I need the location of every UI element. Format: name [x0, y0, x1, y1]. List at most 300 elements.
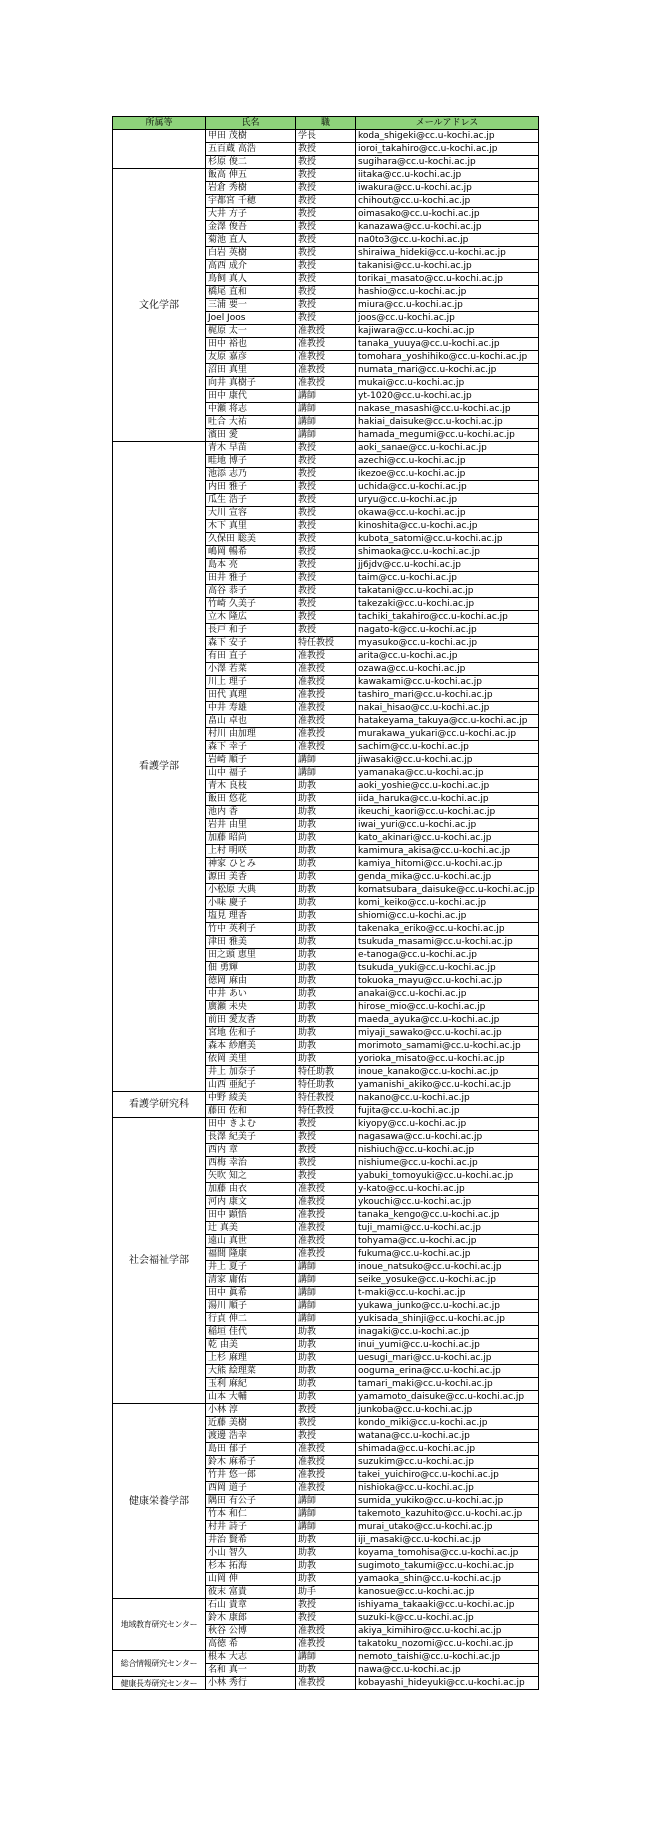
- email-cell: numata_mari@cc.u-kochi.ac.jp: [356, 364, 539, 377]
- title-cell: 教授: [296, 299, 356, 312]
- name-cell: 向井 真樹子: [206, 377, 296, 390]
- name-cell: 加藤 由衣: [206, 1183, 296, 1196]
- table-row: [113, 169, 539, 182]
- name-cell: 三浦 要一: [206, 299, 296, 312]
- title-cell: 准教授: [296, 702, 356, 715]
- title-cell: 准教授: [296, 663, 356, 676]
- name-cell: 五百蔵 高浩: [206, 143, 296, 156]
- email-cell: joos@cc.u-kochi.ac.jp: [356, 312, 539, 325]
- email-cell: nakai_hisao@cc.u-kochi.ac.jp: [356, 702, 539, 715]
- header-title: 職: [296, 117, 356, 130]
- name-cell: 高西 成介: [206, 260, 296, 273]
- title-cell: 助教: [296, 1014, 356, 1027]
- name-cell: 宇都宮 千穂: [206, 195, 296, 208]
- title-cell: 教授: [296, 1430, 356, 1443]
- title-cell: 助教: [296, 793, 356, 806]
- name-cell: 川上 理子: [206, 676, 296, 689]
- email-cell: kamiya_hitomi@cc.u-kochi.ac.jp: [356, 858, 539, 871]
- email-cell: komi_keiko@cc.u-kochi.ac.jp: [356, 897, 539, 910]
- title-cell: 講師: [296, 1651, 356, 1664]
- email-cell: uchida@cc.u-kochi.ac.jp: [356, 481, 539, 494]
- table-row: [113, 1677, 539, 1690]
- name-cell: 飯高 伸五: [206, 169, 296, 182]
- title-cell: 特任助教: [296, 1066, 356, 1079]
- name-cell: 白岩 英樹: [206, 247, 296, 260]
- name-cell: 島本 亮: [206, 559, 296, 572]
- email-cell: yabuki_tomoyuki@cc.u-kochi.ac.jp: [356, 1170, 539, 1183]
- name-cell: 稲垣 佳代: [206, 1326, 296, 1339]
- title-cell: 教授: [296, 260, 356, 273]
- name-cell: 山岡 伸: [206, 1573, 296, 1586]
- email-cell: takanisi@cc.u-kochi.ac.jp: [356, 260, 539, 273]
- department-cell: 地域教育研究センター: [113, 1599, 206, 1651]
- title-cell: 講師: [296, 1274, 356, 1287]
- email-cell: watana@cc.u-kochi.ac.jp: [356, 1430, 539, 1443]
- email-cell: suzuki-k@cc.u-kochi.ac.jp: [356, 1612, 539, 1625]
- name-cell: 竹本 和仁: [206, 1508, 296, 1521]
- title-cell: 教授: [296, 546, 356, 559]
- title-cell: 助教: [296, 936, 356, 949]
- name-cell: 高谷 恭子: [206, 585, 296, 598]
- table-row: [113, 1599, 539, 1612]
- name-cell: 清家 庸佑: [206, 1274, 296, 1287]
- name-cell: 石山 貴章: [206, 1599, 296, 1612]
- name-cell: Joel Joos: [206, 312, 296, 325]
- title-cell: 助教: [296, 1053, 356, 1066]
- title-cell: 助教: [296, 1560, 356, 1573]
- email-cell: kondo_miki@cc.u-kochi.ac.jp: [356, 1417, 539, 1430]
- email-cell: iitaka@cc.u-kochi.ac.jp: [356, 169, 539, 182]
- email-cell: yukisada_shinji@cc.u-kochi.ac.jp: [356, 1313, 539, 1326]
- email-cell: sugihara@cc.u-kochi.ac.jp: [356, 156, 539, 169]
- title-cell: 助手: [296, 1586, 356, 1599]
- name-cell: 岩崎 順子: [206, 754, 296, 767]
- email-cell: nakase_masashi@cc.u-kochi.ac.jp: [356, 403, 539, 416]
- title-cell: 助教: [296, 923, 356, 936]
- name-cell: 竹井 悠一郎: [206, 1469, 296, 1482]
- title-cell: 教授: [296, 143, 356, 156]
- name-cell: 友原 嘉彦: [206, 351, 296, 364]
- staff-directory-table: [112, 116, 539, 1690]
- table-row: [113, 1118, 539, 1131]
- title-cell: 助教: [296, 1547, 356, 1560]
- email-cell: mukai@cc.u-kochi.ac.jp: [356, 377, 539, 390]
- title-cell: 教授: [296, 442, 356, 455]
- name-cell: 西内 章: [206, 1144, 296, 1157]
- name-cell: 杉本 拓海: [206, 1560, 296, 1573]
- email-cell: hakiai_daisuke@cc.u-kochi.ac.jp: [356, 416, 539, 429]
- name-cell: 立木 隆広: [206, 611, 296, 624]
- department-cell: 健康栄養学部: [113, 1404, 206, 1599]
- name-cell: 乾 由美: [206, 1339, 296, 1352]
- title-cell: 講師: [296, 754, 356, 767]
- name-cell: 玉利 麻紀: [206, 1378, 296, 1391]
- table-row: [113, 1404, 539, 1417]
- name-cell: 森本 紗磨美: [206, 1040, 296, 1053]
- name-cell: 飯田 悠花: [206, 793, 296, 806]
- title-cell: 助教: [296, 1391, 356, 1404]
- title-cell: 准教授: [296, 1222, 356, 1235]
- email-cell: tohyama@cc.u-kochi.ac.jp: [356, 1235, 539, 1248]
- email-cell: kinoshita@cc.u-kochi.ac.jp: [356, 520, 539, 533]
- title-cell: 准教授: [296, 364, 356, 377]
- name-cell: 岩井 由里: [206, 819, 296, 832]
- title-cell: 准教授: [296, 676, 356, 689]
- title-cell: 教授: [296, 572, 356, 585]
- title-cell: 講師: [296, 767, 356, 780]
- email-cell: tokuoka_mayu@cc.u-kochi.ac.jp: [356, 975, 539, 988]
- title-cell: 教授: [296, 533, 356, 546]
- name-cell: 鳥飼 真人: [206, 273, 296, 286]
- title-cell: 助教: [296, 1365, 356, 1378]
- name-cell: 隅田 有公子: [206, 1495, 296, 1508]
- title-cell: 助教: [296, 871, 356, 884]
- email-cell: iwakura@cc.u-kochi.ac.jp: [356, 182, 539, 195]
- name-cell: 遠山 真世: [206, 1235, 296, 1248]
- title-cell: 助教: [296, 884, 356, 897]
- email-cell: myasuko@cc.u-kochi.ac.jp: [356, 637, 539, 650]
- email-cell: yamanishi_akiko@cc.u-kochi.ac.jp: [356, 1079, 539, 1092]
- title-cell: 准教授: [296, 1677, 356, 1690]
- title-cell: 助教: [296, 832, 356, 845]
- department-cell: 総合情報研究センター: [113, 1651, 206, 1677]
- title-cell: 准教授: [296, 351, 356, 364]
- table-row: [113, 442, 539, 455]
- title-cell: 教授: [296, 507, 356, 520]
- name-cell: 杉原 俊二: [206, 156, 296, 169]
- email-cell: fujita@cc.u-kochi.ac.jp: [356, 1105, 539, 1118]
- title-cell: 准教授: [296, 325, 356, 338]
- department-cell: 看護学部: [113, 442, 206, 1092]
- name-cell: 田中 顕悟: [206, 1209, 296, 1222]
- header-dept: 所属等: [113, 117, 206, 130]
- title-cell: 講師: [296, 1261, 356, 1274]
- email-cell: nakano@cc.u-kochi.ac.jp: [356, 1092, 539, 1105]
- title-cell: 助教: [296, 1534, 356, 1547]
- email-cell: yt-1020@cc.u-kochi.ac.jp: [356, 390, 539, 403]
- email-cell: tachiki_takahiro@cc.u-kochi.ac.jp: [356, 611, 539, 624]
- name-cell: 嶋岡 暢希: [206, 546, 296, 559]
- name-cell: 中井 あい: [206, 988, 296, 1001]
- email-cell: shiomi@cc.u-kochi.ac.jp: [356, 910, 539, 923]
- email-cell: iwai_yuri@cc.u-kochi.ac.jp: [356, 819, 539, 832]
- name-cell: 長澤 紀美子: [206, 1131, 296, 1144]
- email-cell: anakai@cc.u-kochi.ac.jp: [356, 988, 539, 1001]
- name-cell: 濱田 愛: [206, 429, 296, 442]
- email-cell: hirose_mio@cc.u-kochi.ac.jp: [356, 1001, 539, 1014]
- title-cell: 准教授: [296, 377, 356, 390]
- title-cell: 准教授: [296, 1209, 356, 1222]
- email-cell: tomohara_yoshihiko@cc.u-kochi.ac.jp: [356, 351, 539, 364]
- title-cell: 准教授: [296, 689, 356, 702]
- email-cell: yukawa_junko@cc.u-kochi.ac.jp: [356, 1300, 539, 1313]
- title-cell: 教授: [296, 494, 356, 507]
- name-cell: 池内 香: [206, 806, 296, 819]
- name-cell: 田中 きよむ: [206, 1118, 296, 1131]
- name-cell: 上村 明咲: [206, 845, 296, 858]
- title-cell: 准教授: [296, 728, 356, 741]
- title-cell: 准教授: [296, 1235, 356, 1248]
- name-cell: 村川 由加理: [206, 728, 296, 741]
- email-cell: fukuma@cc.u-kochi.ac.jp: [356, 1248, 539, 1261]
- email-cell: kajiwara@cc.u-kochi.ac.jp: [356, 325, 539, 338]
- name-cell: 菊池 直人: [206, 234, 296, 247]
- email-cell: nemoto_taishi@cc.u-kochi.ac.jp: [356, 1651, 539, 1664]
- email-cell: kanosue@cc.u-kochi.ac.jp: [356, 1586, 539, 1599]
- title-cell: 助教: [296, 1027, 356, 1040]
- email-cell: nishioka@cc.u-kochi.ac.jp: [356, 1482, 539, 1495]
- title-cell: 講師: [296, 1313, 356, 1326]
- name-cell: 井治 賢希: [206, 1534, 296, 1547]
- title-cell: 講師: [296, 390, 356, 403]
- email-cell: kamimura_akisa@cc.u-kochi.ac.jp: [356, 845, 539, 858]
- email-cell: aoki_sanae@cc.u-kochi.ac.jp: [356, 442, 539, 455]
- email-cell: takei_yuichiro@cc.u-kochi.ac.jp: [356, 1469, 539, 1482]
- title-cell: 講師: [296, 403, 356, 416]
- title-cell: 准教授: [296, 1469, 356, 1482]
- email-cell: tanaka_yuuya@cc.u-kochi.ac.jp: [356, 338, 539, 351]
- title-cell: 教授: [296, 559, 356, 572]
- name-cell: 有田 直子: [206, 650, 296, 663]
- name-cell: 神家 ひとみ: [206, 858, 296, 871]
- email-cell: aoki_yoshie@cc.u-kochi.ac.jp: [356, 780, 539, 793]
- email-cell: yorioka_misato@cc.u-kochi.ac.jp: [356, 1053, 539, 1066]
- email-cell: nagato-k@cc.u-kochi.ac.jp: [356, 624, 539, 637]
- email-cell: shimaoka@cc.u-kochi.ac.jp: [356, 546, 539, 559]
- name-cell: 中野 綾美: [206, 1092, 296, 1105]
- email-cell: inoue_kanako@cc.u-kochi.ac.jp: [356, 1066, 539, 1079]
- email-cell: junkoba@cc.u-kochi.ac.jp: [356, 1404, 539, 1417]
- title-cell: 助教: [296, 1001, 356, 1014]
- name-cell: 青木 早苗: [206, 442, 296, 455]
- email-cell: takatani@cc.u-kochi.ac.jp: [356, 585, 539, 598]
- email-cell: miura@cc.u-kochi.ac.jp: [356, 299, 539, 312]
- email-cell: koda_shigeki@cc.u-kochi.ac.jp: [356, 130, 539, 143]
- email-cell: kanazawa@cc.u-kochi.ac.jp: [356, 221, 539, 234]
- name-cell: 井上 加奈子: [206, 1066, 296, 1079]
- email-cell: yamanaka@cc.u-kochi.ac.jp: [356, 767, 539, 780]
- name-cell: 宮地 佐和子: [206, 1027, 296, 1040]
- email-cell: nawa@cc.u-kochi.ac.jp: [356, 1664, 539, 1677]
- header-row: [113, 117, 539, 130]
- name-cell: 沼田 真里: [206, 364, 296, 377]
- email-cell: ikeuchi_kaori@cc.u-kochi.ac.jp: [356, 806, 539, 819]
- email-cell: tashiro_mari@cc.u-kochi.ac.jp: [356, 689, 539, 702]
- email-cell: inui_yumi@cc.u-kochi.ac.jp: [356, 1339, 539, 1352]
- email-cell: shimada@cc.u-kochi.ac.jp: [356, 1443, 539, 1456]
- email-cell: azechi@cc.u-kochi.ac.jp: [356, 455, 539, 468]
- name-cell: 小澤 若菜: [206, 663, 296, 676]
- title-cell: 講師: [296, 416, 356, 429]
- email-cell: uryu@cc.u-kochi.ac.jp: [356, 494, 539, 507]
- title-cell: 教授: [296, 234, 356, 247]
- name-cell: 青木 良枝: [206, 780, 296, 793]
- name-cell: 岩倉 秀樹: [206, 182, 296, 195]
- email-cell: t-maki@cc.u-kochi.ac.jp: [356, 1287, 539, 1300]
- email-cell: suzukim@cc.u-kochi.ac.jp: [356, 1456, 539, 1469]
- email-cell: morimoto_samami@cc.u-kochi.ac.jp: [356, 1040, 539, 1053]
- title-cell: 学長: [296, 130, 356, 143]
- name-cell: 廣瀬 未央: [206, 1001, 296, 1014]
- email-cell: takezaki@cc.u-kochi.ac.jp: [356, 598, 539, 611]
- email-cell: tamari_maki@cc.u-kochi.ac.jp: [356, 1378, 539, 1391]
- name-cell: 竹崎 久美子: [206, 598, 296, 611]
- email-cell: kiyopy@cc.u-kochi.ac.jp: [356, 1118, 539, 1131]
- name-cell: 池添 志乃: [206, 468, 296, 481]
- email-cell: arita@cc.u-kochi.ac.jp: [356, 650, 539, 663]
- name-cell: 鈴木 康郎: [206, 1612, 296, 1625]
- name-cell: 河内 康文: [206, 1196, 296, 1209]
- title-cell: 教授: [296, 1157, 356, 1170]
- title-cell: 教授: [296, 182, 356, 195]
- name-cell: 畦地 博子: [206, 455, 296, 468]
- name-cell: 中瀬 将志: [206, 403, 296, 416]
- header-name: 氏名: [206, 117, 296, 130]
- email-cell: tuji_mami@cc.u-kochi.ac.jp: [356, 1222, 539, 1235]
- name-cell: 木下 真里: [206, 520, 296, 533]
- email-cell: ikezoe@cc.u-kochi.ac.jp: [356, 468, 539, 481]
- title-cell: 助教: [296, 897, 356, 910]
- name-cell: 行貞 伸二: [206, 1313, 296, 1326]
- title-cell: 教授: [296, 195, 356, 208]
- name-cell: 梶原 太一: [206, 325, 296, 338]
- title-cell: 准教授: [296, 1638, 356, 1651]
- name-cell: 渡邊 浩幸: [206, 1430, 296, 1443]
- department-cell: 健康長寿研究センター: [113, 1677, 206, 1690]
- title-cell: 教授: [296, 312, 356, 325]
- title-cell: 助教: [296, 845, 356, 858]
- name-cell: 秋谷 公博: [206, 1625, 296, 1638]
- email-cell: e-tanoga@cc.u-kochi.ac.jp: [356, 949, 539, 962]
- email-cell: hatakeyama_takuya@cc.u-kochi.ac.jp: [356, 715, 539, 728]
- email-cell: shiraiwa_hideki@cc.u-kochi.ac.jp: [356, 247, 539, 260]
- title-cell: 准教授: [296, 1248, 356, 1261]
- title-cell: 助教: [296, 819, 356, 832]
- email-cell: takatoku_nozomi@cc.u-kochi.ac.jp: [356, 1638, 539, 1651]
- email-cell: sachim@cc.u-kochi.ac.jp: [356, 741, 539, 754]
- title-cell: 助教: [296, 975, 356, 988]
- directory-body: [113, 130, 539, 1690]
- email-cell: maeda_ayuka@cc.u-kochi.ac.jp: [356, 1014, 539, 1027]
- title-cell: 教授: [296, 481, 356, 494]
- title-cell: 教授: [296, 169, 356, 182]
- title-cell: 准教授: [296, 1625, 356, 1638]
- name-cell: 中井 寿雄: [206, 702, 296, 715]
- name-cell: 金澤 俊吾: [206, 221, 296, 234]
- name-cell: 井上 夏子: [206, 1261, 296, 1274]
- email-cell: yamamoto_daisuke@cc.u-kochi.ac.jp: [356, 1391, 539, 1404]
- email-cell: ozawa@cc.u-kochi.ac.jp: [356, 663, 539, 676]
- email-cell: komatsubara_daisuke@cc.u-kochi.ac.jp: [356, 884, 539, 897]
- title-cell: 准教授: [296, 1456, 356, 1469]
- name-cell: 森下 安子: [206, 637, 296, 650]
- email-cell: tsukuda_yuki@cc.u-kochi.ac.jp: [356, 962, 539, 975]
- title-cell: 講師: [296, 1508, 356, 1521]
- email-cell: nishiuch@cc.u-kochi.ac.jp: [356, 1144, 539, 1157]
- email-cell: genda_mika@cc.u-kochi.ac.jp: [356, 871, 539, 884]
- name-cell: 吐合 大祐: [206, 416, 296, 429]
- email-cell: iji_masaki@cc.u-kochi.ac.jp: [356, 1534, 539, 1547]
- title-cell: 教授: [296, 286, 356, 299]
- email-cell: nagasawa@cc.u-kochi.ac.jp: [356, 1131, 539, 1144]
- email-cell: tanaka_kengo@cc.u-kochi.ac.jp: [356, 1209, 539, 1222]
- email-cell: kato_akinari@cc.u-kochi.ac.jp: [356, 832, 539, 845]
- email-cell: kubota_satomi@cc.u-kochi.ac.jp: [356, 533, 539, 546]
- name-cell: 畠山 卓也: [206, 715, 296, 728]
- email-cell: torikai_masato@cc.u-kochi.ac.jp: [356, 273, 539, 286]
- title-cell: 教授: [296, 624, 356, 637]
- title-cell: 教授: [296, 247, 356, 260]
- title-cell: 教授: [296, 1612, 356, 1625]
- title-cell: 特任教授: [296, 1092, 356, 1105]
- name-cell: 瓜生 浩子: [206, 494, 296, 507]
- name-cell: 近藤 美樹: [206, 1417, 296, 1430]
- email-cell: uesugi_mari@cc.u-kochi.ac.jp: [356, 1352, 539, 1365]
- title-cell: 准教授: [296, 338, 356, 351]
- email-cell: inagaki@cc.u-kochi.ac.jp: [356, 1326, 539, 1339]
- title-cell: 教授: [296, 468, 356, 481]
- title-cell: 助教: [296, 858, 356, 871]
- name-cell: 津田 雅美: [206, 936, 296, 949]
- title-cell: 准教授: [296, 1443, 356, 1456]
- title-cell: 講師: [296, 1287, 356, 1300]
- name-cell: 橋尾 直和: [206, 286, 296, 299]
- title-cell: 教授: [296, 1404, 356, 1417]
- name-cell: 村井 詩子: [206, 1521, 296, 1534]
- email-cell: ooguma_erina@cc.u-kochi.ac.jp: [356, 1365, 539, 1378]
- name-cell: 島田 郁子: [206, 1443, 296, 1456]
- email-cell: chihout@cc.u-kochi.ac.jp: [356, 195, 539, 208]
- name-cell: 田之頭 恵里: [206, 949, 296, 962]
- name-cell: 大川 宣容: [206, 507, 296, 520]
- title-cell: 助教: [296, 780, 356, 793]
- name-cell: 加藤 昭尚: [206, 832, 296, 845]
- title-cell: 助教: [296, 962, 356, 975]
- email-cell: iida_haruka@cc.u-kochi.ac.jp: [356, 793, 539, 806]
- title-cell: 教授: [296, 1417, 356, 1430]
- name-cell: 辻 真美: [206, 1222, 296, 1235]
- email-cell: jj6jdv@cc.u-kochi.ac.jp: [356, 559, 539, 572]
- email-cell: murakawa_yukari@cc.u-kochi.ac.jp: [356, 728, 539, 741]
- title-cell: 教授: [296, 1118, 356, 1131]
- title-cell: 准教授: [296, 741, 356, 754]
- email-cell: okawa@cc.u-kochi.ac.jp: [356, 507, 539, 520]
- email-cell: na0to3@cc.u-kochi.ac.jp: [356, 234, 539, 247]
- email-cell: taim@cc.u-kochi.ac.jp: [356, 572, 539, 585]
- email-cell: nishiume@cc.u-kochi.ac.jp: [356, 1157, 539, 1170]
- email-cell: ishiyama_takaaki@cc.u-kochi.ac.jp: [356, 1599, 539, 1612]
- title-cell: 准教授: [296, 1482, 356, 1495]
- email-cell: kawakami@cc.u-kochi.ac.jp: [356, 676, 539, 689]
- title-cell: 助教: [296, 806, 356, 819]
- name-cell: 田中 眞希: [206, 1287, 296, 1300]
- email-cell: sugimoto_takumi@cc.u-kochi.ac.jp: [356, 1560, 539, 1573]
- name-cell: 根本 大志: [206, 1651, 296, 1664]
- name-cell: 上杉 麻理: [206, 1352, 296, 1365]
- name-cell: 西岡 道子: [206, 1482, 296, 1495]
- department-cell: 看護学研究科: [113, 1092, 206, 1118]
- email-cell: hashio@cc.u-kochi.ac.jp: [356, 286, 539, 299]
- table-row: [113, 1092, 539, 1105]
- name-cell: 佃 勇輝: [206, 962, 296, 975]
- email-cell: inoue_natsuko@cc.u-kochi.ac.jp: [356, 1261, 539, 1274]
- title-cell: 教授: [296, 273, 356, 286]
- title-cell: 教授: [296, 585, 356, 598]
- title-cell: 教授: [296, 1170, 356, 1183]
- name-cell: 湯川 順子: [206, 1300, 296, 1313]
- email-cell: koyama_tomohisa@cc.u-kochi.ac.jp: [356, 1547, 539, 1560]
- name-cell: 彼末 富貴: [206, 1586, 296, 1599]
